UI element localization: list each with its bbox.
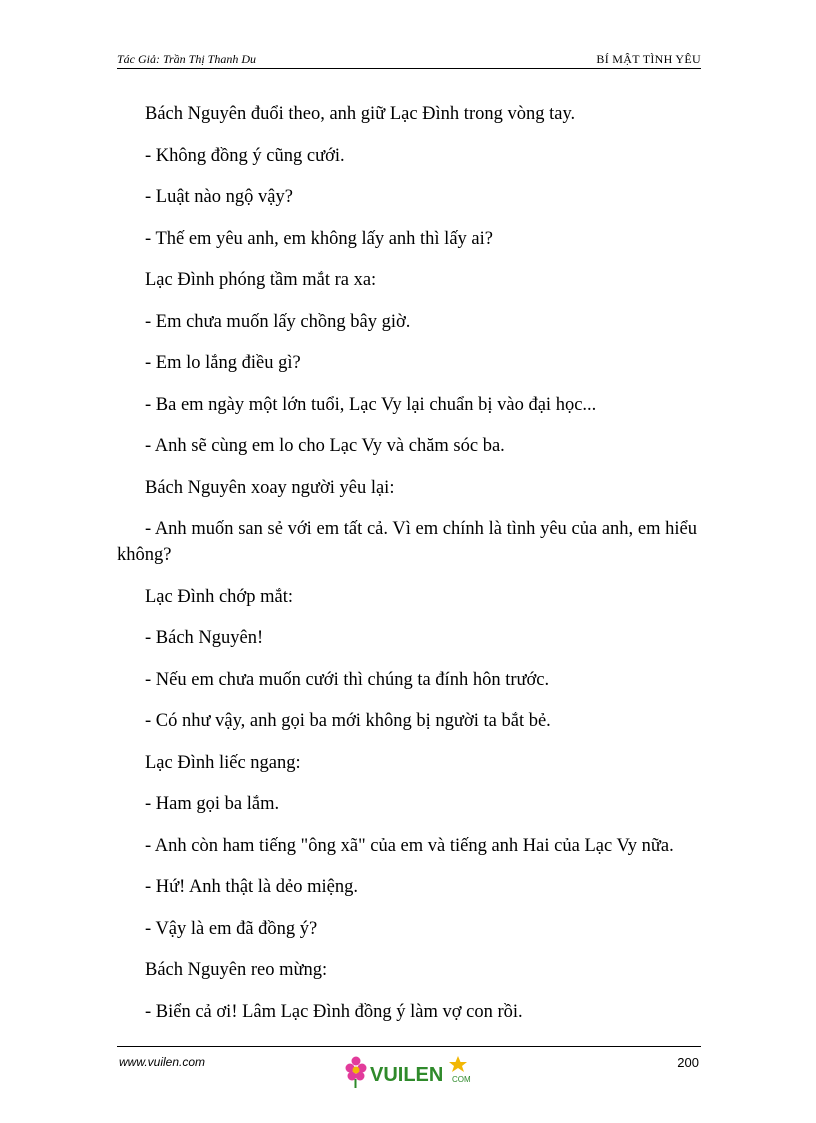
footer-website-link[interactable]: www.vuilen.com (119, 1055, 206, 1069)
paragraph: - Thế em yêu anh, em không lấy anh thì lấy ai? (145, 228, 493, 249)
paragraph: - Vậy là em đã đồng ý? (145, 918, 318, 939)
paragraph: - Anh còn ham tiếng "ông xã" của em và tiếng anh Hai của Lạc Vy nữa. (145, 835, 674, 856)
paragraph: - Anh muốn san sẻ với em tất cả. Vì em chính là tình yêu của anh, em hiểu không? (117, 519, 697, 565)
paragraph: Bách Nguyên đuổi theo, anh giữ Lạc Đình trong vòng tay. (145, 104, 576, 124)
paragraph: - Ham gọi ba lắm. (145, 794, 280, 814)
paragraph: - Luật nào ngộ vậy? (145, 187, 293, 207)
page-header (117, 52, 701, 69)
flower-icon (346, 1057, 367, 1089)
logo-suffix: COM (452, 1075, 471, 1084)
footer-divider (117, 1046, 701, 1047)
logo-text: VUILEN (370, 1064, 444, 1086)
page-body (117, 101, 697, 1040)
paragraph: Bách Nguyên reo mừng: (145, 960, 328, 980)
paragraph: Lạc Đình chớp mắt: (145, 586, 293, 607)
paragraph: - Em chưa muốn lấy chồng bây giờ. (145, 311, 411, 332)
vuilen-logo (342, 1050, 490, 1092)
star-icon (449, 1056, 467, 1072)
paragraph: Lạc Đình phóng tầm mắt ra xa: (145, 270, 377, 290)
paragraph: - Em lo lắng điều gì? (145, 353, 301, 373)
paragraph: - Bách Nguyên! (145, 628, 264, 648)
header-book-title: BÍ MẬT TÌNH YÊU (596, 52, 701, 66)
paragraph: - Hứ! Anh thật là dẻo miệng. (145, 877, 358, 897)
paragraph: - Có như vậy, anh gọi ba mới không bị người ta bắt bẻ. (145, 711, 551, 731)
paragraph: - Ba em ngày một lớn tuổi, Lạc Vy lại chuẩn bị vào đại học... (145, 394, 597, 415)
paragraph: - Biển cả ơi! Lâm Lạc Đình đồng ý làm vợ con rồi. (145, 1001, 523, 1022)
paragraph: - Không đồng ý cũng cưới. (145, 145, 345, 166)
paragraph: - Nếu em chưa muốn cưới thì chúng ta đính hôn trước. (145, 669, 550, 690)
header-author: Tác Giả: Trần Thị Thanh Du (117, 52, 257, 66)
page-number: 200 (677, 1055, 699, 1070)
paragraph: Lạc Đình liếc ngang: (145, 752, 301, 773)
paragraph: - Anh sẽ cùng em lo cho Lạc Vy và chăm sóc ba. (145, 436, 505, 456)
paragraph: Bách Nguyên xoay người yêu lại: (145, 477, 395, 498)
